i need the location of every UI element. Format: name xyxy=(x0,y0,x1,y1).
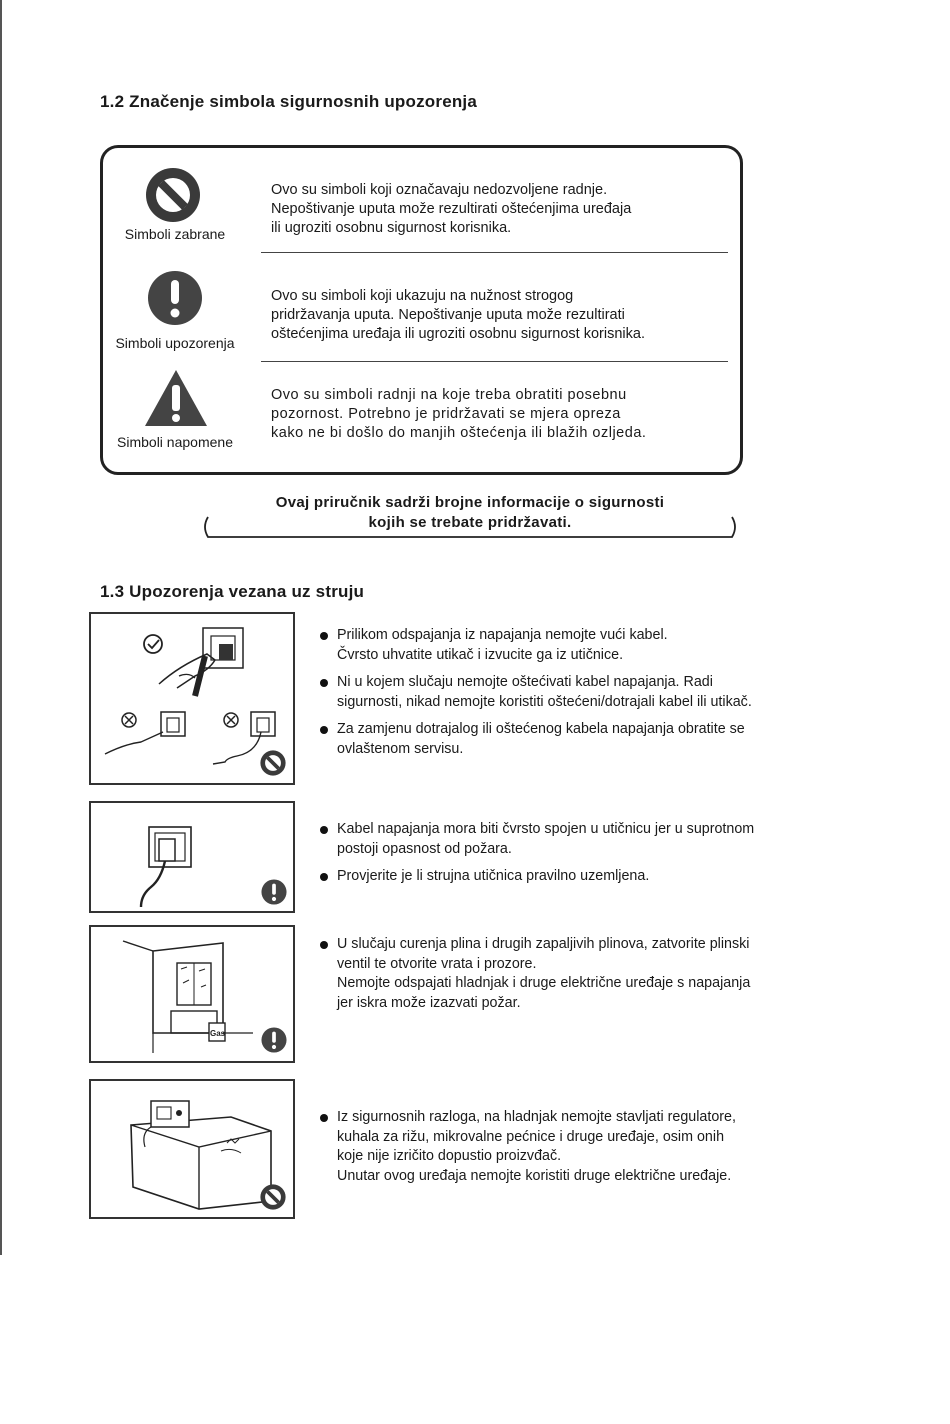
symbol-caption: Simboli napomene xyxy=(117,434,233,450)
text-line: Nepoštivanje uputa može rezultirati oštećenjima uređaja xyxy=(271,201,632,217)
gas-leak-illustration xyxy=(89,925,295,1063)
text-line: U slučaju curenja plina i drugih zapaljivih plinova, zatvorite plinski xyxy=(337,936,750,952)
warning-list xyxy=(317,626,837,767)
text-line: Unutar ovog uređaja nemojte koristiti druge električne uređaje. xyxy=(337,1167,732,1184)
list-item xyxy=(317,626,837,665)
text-line: pozornost. Potrebno je pridržavati se mjera opreza xyxy=(271,406,621,422)
list-item xyxy=(317,820,837,859)
text-line: Ni u kojem slučaju nemojte oštećivati kabel napajanja. Radi xyxy=(337,674,713,690)
text-line: oštećenjima uređaja ili ugroziti osobnu sigurnost korisnika. xyxy=(271,326,645,342)
text-line: Ovo su simboli koji označavaju nedozvoljene radnje. xyxy=(271,182,608,198)
warning-triangle-icon xyxy=(143,368,209,428)
exclamation-circle-icon xyxy=(261,1027,287,1053)
list-item xyxy=(317,867,837,887)
text-line: Ovo su simboli koji ukazuju na nužnost strogog xyxy=(271,288,574,304)
symbol-description xyxy=(271,386,731,443)
unplug-cable-illustration xyxy=(89,612,295,785)
safety-symbols-panel xyxy=(100,145,743,475)
text-line: Provjerite je li strujna utičnica pravilno uzemljena. xyxy=(337,868,650,884)
text-line: Iz sigurnosnih razloga, na hladnjak nemojte stavljati regulatore, xyxy=(337,1109,736,1125)
symbol-description xyxy=(271,181,731,238)
text-line: ili ugroziti osobnu sigurnost korisnika. xyxy=(271,220,512,236)
text-line: ovlaštenom servisu. xyxy=(337,740,464,757)
list-item xyxy=(317,673,837,712)
divider xyxy=(261,252,728,253)
text-line: jer iskra može izazvati požar. xyxy=(337,994,521,1011)
text-line: koje nije izričito dopustio proizvđač. xyxy=(337,1148,562,1164)
appliance-on-fridge-illustration xyxy=(89,1079,295,1219)
prohibition-icon xyxy=(259,749,287,777)
symbol-description xyxy=(271,287,731,344)
warning-list xyxy=(317,820,837,895)
page-edge-rule xyxy=(0,0,2,1255)
symbol-caption: Simboli zabrane xyxy=(124,226,226,242)
section-1-2-title: 1.2 Značenje simbola sigurnosnih upozorenja xyxy=(100,92,478,111)
exclamation-circle-icon xyxy=(147,270,203,326)
text-line: Čvrsto uhvatite utikač i izvucite ga iz utičnice. xyxy=(337,646,624,663)
text-line: Ovo su simboli radnji na koje treba obratiti posebnu xyxy=(271,387,627,403)
text-line: Za zamjenu dotrajalog ili oštećenog kabela napajanja obratite se xyxy=(337,721,745,737)
symbol-caption: Simboli upozorenja xyxy=(115,335,235,351)
text-line: postoji opasnost od požara. xyxy=(337,840,512,857)
text-line: Ovaj priručnik sadrži brojne informacije o sigurnosti xyxy=(275,494,665,511)
text-line: kojih se trebate pridržavati. xyxy=(368,514,572,531)
prohibition-icon xyxy=(259,1183,287,1211)
divider xyxy=(261,361,728,362)
text-line: Prilikom odspajanja iz napajanja nemojte vući kabel. xyxy=(337,627,668,643)
list-item xyxy=(317,1108,837,1186)
text-line: kuhala za rižu, mikrovalne pećnice i druge uređaje, osim onih xyxy=(337,1128,725,1145)
list-item xyxy=(317,935,837,1013)
section-1-3-title: 1.3 Upozorenja vezana uz struju xyxy=(100,582,365,601)
text-line: sigurnosti, nikad nemojte koristiti oštećeni/dotrajali kabel ili utikač. xyxy=(337,693,752,710)
text-line: Kabel napajanja mora biti čvrsto spojen u utičnicu jer u suprotnom xyxy=(337,821,755,837)
prohibition-icon xyxy=(143,165,203,225)
wall-socket-illustration xyxy=(89,801,295,913)
gas-label: Gas xyxy=(210,1029,226,1038)
note-bracket xyxy=(200,515,740,539)
text-line: kako ne bi došlo do manjih oštećenja ili blažih ozljeda. xyxy=(271,425,647,441)
list-item xyxy=(317,720,837,759)
warning-list xyxy=(317,1108,837,1194)
text-line: Nemojte odspajati hladnjak i druge električne uređaje s napajanja xyxy=(337,975,751,991)
text-line: ventil te otvorite vrata i prozore. xyxy=(337,955,537,972)
exclamation-circle-icon xyxy=(261,879,287,905)
warning-list xyxy=(317,935,837,1021)
text-line: pridržavanja uputa. Nepoštivanje uputa može rezultirati xyxy=(271,307,625,323)
